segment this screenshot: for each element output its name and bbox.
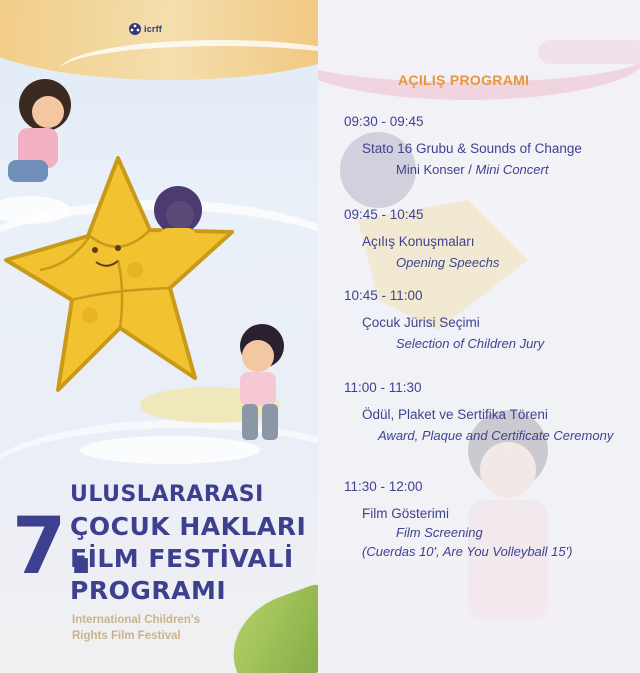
slot-subtitle-en: Mini Concert <box>475 162 549 177</box>
slot-title: Çocuk Jürisi Seçimi <box>362 315 480 330</box>
slot-title: Ödül, Plaket ve Sertifika Töreni <box>362 407 548 422</box>
slot-subtitle: Award, Plaque and Certificate Ceremony <box>378 428 614 443</box>
festival-logo <box>128 14 172 44</box>
slot-time: 09:45 - 10:45 <box>344 207 424 222</box>
slot-time: 09:30 - 09:45 <box>344 114 424 129</box>
poster-title <box>0 478 318 673</box>
slot-subtitle-tr: Mini Konser <box>396 162 465 177</box>
slot-film-list: (Cuerdas 10', Are You Volleyball 15') <box>362 544 573 559</box>
title-line: ÇOCUK HAKLARI <box>70 512 307 541</box>
slot-subtitle: Film Screening <box>396 525 483 540</box>
slot-subtitle: Selection of Children Jury <box>396 336 545 351</box>
program-slot <box>344 479 640 559</box>
festival-poster <box>0 0 318 673</box>
edition-number: 7. <box>12 502 96 592</box>
opening-program-panel <box>318 0 640 673</box>
title-line: ULUSLARARASI <box>70 482 264 507</box>
leaf-decoration <box>218 582 318 673</box>
title-line: PROGRAMI <box>70 576 227 605</box>
title-line: FİLM FESTİVALİ <box>70 544 294 573</box>
program-slot <box>344 288 640 351</box>
film-reel-icon <box>128 22 142 36</box>
slot-separator: / <box>464 162 476 177</box>
slot-time: 11:30 - 12:00 <box>344 479 423 494</box>
program-heading: AÇILIŞ PROGRAMI <box>398 72 530 88</box>
slot-subtitle: Opening Speechs <box>396 255 500 270</box>
program-slot <box>344 380 640 443</box>
slot-title: Film Gösterimi <box>362 506 449 521</box>
slot-title: Açılış Konuşmaları <box>362 234 475 249</box>
slot-time: 11:00 - 11:30 <box>344 380 422 395</box>
logo-text: icrff <box>144 24 163 34</box>
english-subtitle: Rights Film Festival <box>72 630 181 642</box>
slot-subtitle <box>344 162 640 177</box>
slot-title: Stato 16 Grubu & Sounds of Change <box>362 141 582 156</box>
program-slot <box>344 114 640 177</box>
program-slot <box>344 207 640 270</box>
slot-time: 10:45 - 11:00 <box>344 288 423 303</box>
english-subtitle: International Children's <box>72 614 200 626</box>
puzzle-star-illustration <box>0 60 318 480</box>
